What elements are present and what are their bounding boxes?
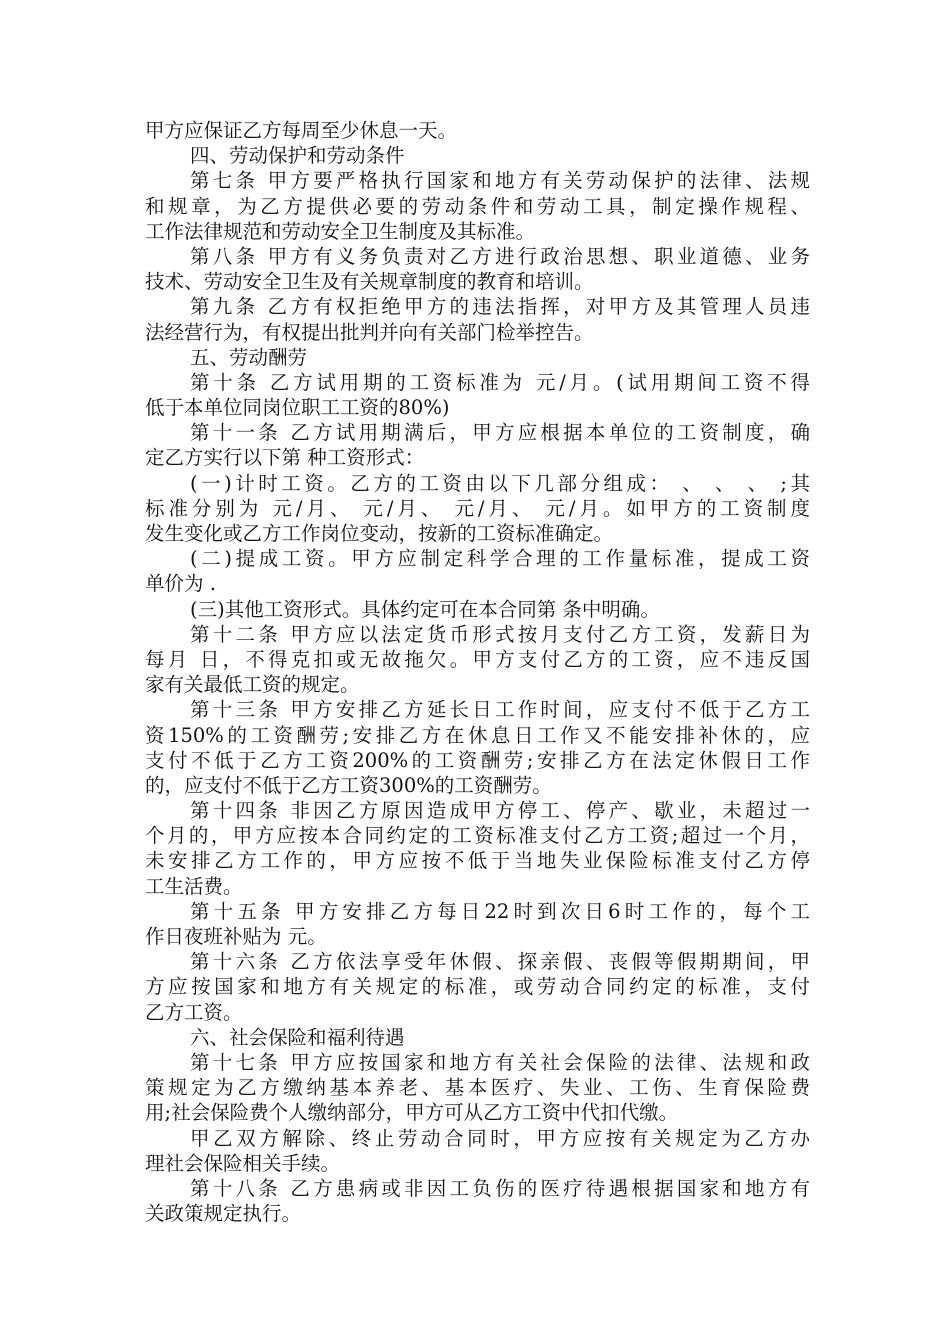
text-line: 第十五条 甲方安排乙方每日22时到次日6时工作的，每个工 xyxy=(190,899,810,923)
text-line: 第十条 乙方试用期的工资标准为 元/月。(试用期间工资不得 xyxy=(190,370,810,394)
text-line: 家有关最低工资的规定。 xyxy=(145,673,360,697)
text-line: 第八条 甲方有义务负责对乙方进行政治思想、职业道德、业务 xyxy=(190,244,810,268)
text-line: 未安排乙方工作的，甲方应按不低于当地失业保险标准支付乙方停 xyxy=(145,849,810,873)
text-line: 四、劳动保护和劳动条件 xyxy=(190,144,405,168)
text-line: 工生活费。 xyxy=(145,874,243,898)
text-line: 理社会保险相关手续。 xyxy=(145,1151,341,1175)
text-line: 五、劳动酬劳 xyxy=(190,345,308,369)
text-line: (二)提成工资。甲方应制定科学合理的工作量标准，提成工资 xyxy=(190,547,810,571)
text-line: 技术、劳动安全卫生及有关规章制度的教育和培训。 xyxy=(145,270,594,294)
text-line: 甲乙双方解除、终止劳动合同时，甲方应按有关规定为乙方办 xyxy=(190,1126,810,1150)
text-line: 第十七条 甲方应按国家和地方有关社会保险的法律、法规和政 xyxy=(190,1050,810,1074)
text-line: 的，应支付不低于乙方工资300%的工资酬劳。 xyxy=(145,773,552,797)
text-line: 定乙方实行以下第 种工资形式： xyxy=(145,446,425,470)
document-page xyxy=(145,118,810,1226)
text-line: 和规章，为乙方提供必要的劳动条件和劳动工具，制定操作规程、 xyxy=(145,194,810,218)
text-line: 第十四条 非因乙方原因造成甲方停工、停产、歇业，未超过一 xyxy=(190,799,810,823)
text-line: 个月的，甲方应按本合同约定的工资标准支付乙方工资;超过一个月， xyxy=(145,824,810,848)
text-line: 第十八条 乙方患病或非因工负伤的医疗待遇根据国家和地方有 xyxy=(190,1176,810,1200)
text-line: 法经营行为，有权提出批判并向有关部门检举控告。 xyxy=(145,320,594,344)
text-line: 低于本单位同岗位职工工资的80%) xyxy=(145,396,450,420)
text-line: 第十一条 乙方试用期满后，甲方应根据本单位的工资制度，确 xyxy=(190,421,810,445)
text-line: 策规定为乙方缴纳基本养老、基本医疗、失业、工伤、生育保险费 xyxy=(145,1076,810,1100)
text-line: 第七条 甲方要严格执行国家和地方有关劳动保护的法律、法规 xyxy=(190,169,810,193)
text-line: (一)计时工资。乙方的工资由以下几部分组成： 、 、 、 ;其 xyxy=(190,471,810,495)
text-line: 关政策规定执行。 xyxy=(145,1202,302,1226)
text-line: 六、社会保险和福利待遇 xyxy=(190,1025,405,1049)
text-line: 甲方应保证乙方每周至少休息一天。 xyxy=(145,119,458,142)
text-line: 每月 日，不得克扣或无故拖欠。甲方支付乙方的工资，应不违反国 xyxy=(145,647,810,671)
text-line: 标准分别为 元/月、 元/月、 元/月、 元/月。如甲方的工资制度 xyxy=(145,496,810,520)
text-line: 工作法律规范和劳动安全卫生制度及其标准。 xyxy=(145,219,536,243)
text-line: (三)其他工资形式。具体约定可在本合同第 条中明确。 xyxy=(190,597,660,621)
text-line: 乙方工资。 xyxy=(145,1000,243,1024)
text-line: 作日夜班补贴为 元。 xyxy=(145,925,327,948)
text-line: 第九条 乙方有权拒绝甲方的违法指挥，对甲方及其管理人员违 xyxy=(190,295,810,319)
text-line: 资150%的工资酬劳;安排乙方在休息日工作又不能安排补休的，应 xyxy=(145,723,810,747)
text-line: 第十六条 乙方依法享受年休假、探亲假、丧假等假期期间，甲 xyxy=(190,950,810,974)
text-line: 发生变化或乙方工作岗位变动，按新的工资标准确定。 xyxy=(145,522,614,545)
text-line: 支付不低于乙方工资200%的工资酬劳;安排乙方在法定休假日工作 xyxy=(145,748,810,772)
text-line: 第十二条 甲方应以法定货币形式按月支付乙方工资，发薪日为 xyxy=(190,622,810,646)
text-line: 方应按国家和地方有关规定的标准，或劳动合同约定的标准，支付 xyxy=(145,975,810,999)
text-line: 单价为 . xyxy=(145,572,216,596)
text-line: 用;社会保险费个人缴纳部分，甲方可从乙方工资中代扣代缴。 xyxy=(145,1101,679,1125)
text-line: 第十三条 甲方安排乙方延长日工作时间，应支付不低于乙方工 xyxy=(190,698,810,722)
